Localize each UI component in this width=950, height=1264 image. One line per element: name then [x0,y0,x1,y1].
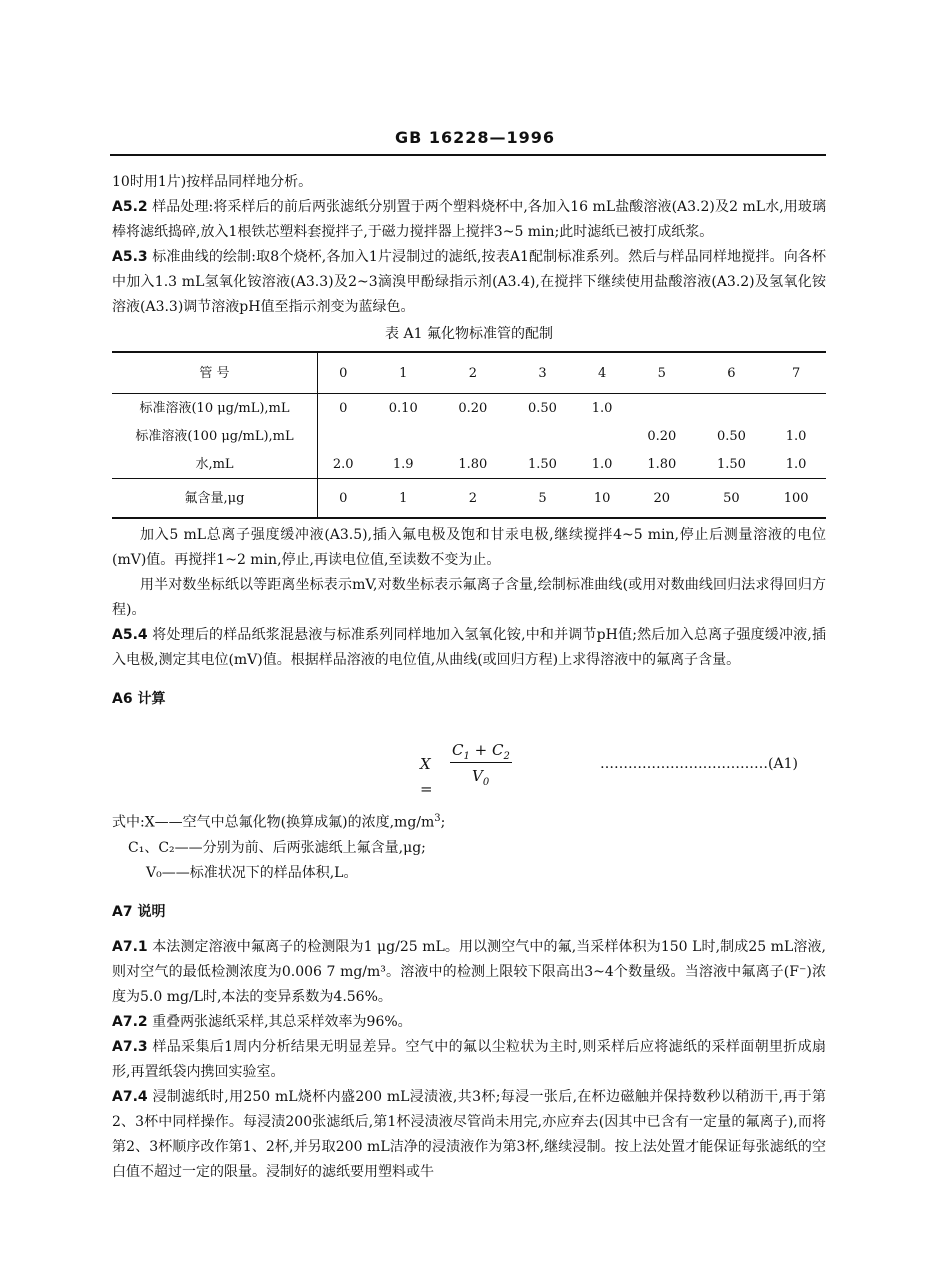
table-row [112,450,826,479]
table-cell: 7 [766,352,826,394]
clause-number: A5.3 [112,249,148,265]
table-cell: 2 [438,352,508,394]
sub-1: 1 [463,751,470,762]
paragraph-curve: 用半对数坐标纸以等距离坐标表示mV,对数坐标表示氟离子含量,绘制标准曲线(或用对数曲线回归法求得回归方程)。 [112,577,826,618]
table-cell: 100 [766,479,826,519]
definition-text: X——空气中总氟化物(换算成氟)的浓度,mg/m [144,814,435,831]
paragraph-buffer: 加入5 mL总离子强度缓冲液(A3.5),插入氟电极及饱和甘汞电极,继续搅拌4~5 min,停止后测量溶液的电位(mV)值。再搅拌1~2 min,停止,再读电位值,至读数不变为止。 [112,527,826,568]
table-cell: 0.20 [458,400,488,416]
clause-text: 将处理后的样品纸浆混悬液与标准系列同样地加入氢氧化铵,中和并调节pH值;然后加入总离子强度缓冲液,插入电极,测定其电位(mV)值。根据样品溶液的电位值,从曲线(或回归方程)上求得溶液中的氟离子含量。 [112,627,826,668]
table-cell: 20 [627,479,697,519]
table-cell: 2.0 [332,456,354,472]
definition-prefix: 式中: [112,814,145,831]
equation-number: ………………………………(A1) [600,756,798,772]
table-cell: 0.50 [716,428,746,444]
var-v: V [472,767,483,785]
table-cell: 1.0 [785,456,807,472]
table-cell: 50 [697,479,767,519]
clause-a7-1 [112,935,826,1010]
standard-tube-table [112,351,826,519]
sub-2: 2 [503,751,510,762]
table-cell: 0.20 [647,428,677,444]
table-cell: 1.9 [392,456,414,472]
plus-sign: + [469,741,492,759]
definition-v: V₀——标准状况下的样品体积,L。 [146,864,358,881]
clause-number: A7.3 [112,1038,148,1055]
sub-0: 0 [482,777,490,788]
table-cell: 6 [697,352,767,394]
clause-a5-2 [112,195,826,245]
clause-number: A7.1 [112,938,148,955]
row-label: 标准溶液(100 μg/mL),mL [112,422,318,450]
definition-c: C₁、C₂——分别为前、后两张滤纸上氟含量,μg; [128,839,426,856]
row-label: 水,mL [112,450,318,479]
table-cell: 1 [368,352,438,394]
table-cell [318,422,369,450]
table-cell [697,394,767,423]
table-caption: 表 A1 氟化物标准管的配制 [385,326,553,342]
table-cell [508,422,578,450]
clause-a7-4 [112,1085,826,1185]
table-row [112,422,826,450]
table-cell: 2 [438,479,508,519]
superscript: 3 [434,813,441,824]
row-label: 氟含量,μg [112,479,318,519]
table-header-label: 管 号 [112,352,318,394]
table-row [112,394,826,423]
table-cell: 5 [508,479,578,519]
clause-text: 本法测定溶液中氟离子的检测限为1 μg/25 mL。用以测空气中的氟,当采样体积为150 L时,制成25 mL溶液,则对空气的最低检测浓度为0.006 7 mg/m³。溶液中的检测上限较下限高出3~4个数量级。当溶液中氟离子(F⁻)浓度为5.0 mg/L时,本法的变异系数为4.56%。 [112,938,826,1005]
row-label: 标准溶液(10 μg/mL),mL [112,394,318,423]
clause-a7-2 [112,1010,826,1035]
var-c1: C [452,741,464,759]
document-body [112,170,826,1185]
table-cell: 1.50 [527,456,557,472]
table-cell: 0 [339,400,348,416]
clause-number: A5.2 [112,199,148,215]
formula-denominator [472,764,489,795]
section-heading-a6: A6 计算 [112,691,166,707]
table-cell [766,394,826,423]
table-cell: 1.50 [716,456,746,472]
table-cell: 1.80 [458,456,488,472]
clause-number: A7.2 [112,1013,148,1030]
table-cell: 1.0 [591,456,613,472]
table-cell: 5 [627,352,697,394]
table-cell: 0 [318,352,369,394]
clause-text: 样品采集后1周内分析结果无明显差异。空气中的氟以尘粒状为主时,则采样后应将滤纸的采样面朝里折成扇形,再置纸袋内携回实验室。 [112,1038,826,1080]
table-cell: 1.80 [647,456,677,472]
header-rule [110,154,826,156]
clause-text: 标准曲线的绘制:取8个烧杯,各加入1片浸制过的滤纸,按表A1配制标准系列。然后与样品同样地搅拌。向各杯中加入1.3 mL氢氧化铵溶液(A3.3)及2~3滴溴甲酚绿指示剂(A3.4),在搅拌下继续使用盐酸溶液(A3.2)及氢氧化铵溶液(A3.3)调节溶液pH值至指示剂变为蓝绿色。 [112,249,827,315]
table-cell [627,394,697,423]
clause-number: A5.4 [112,627,148,643]
fraction-bar [450,762,512,763]
clause-a7-3 [112,1035,826,1085]
table-row [112,479,826,519]
table-cell: 10 [577,479,627,519]
clause-number: A7.4 [112,1088,148,1105]
var-c2: C [491,741,504,759]
table-cell [368,422,438,450]
definition-end: ; [440,814,446,831]
table-cell: 4 [577,352,627,394]
table-cell: 0.10 [388,400,418,416]
formula-lhs: X = [420,755,433,798]
section-heading-a7: A7 说明 [112,903,166,920]
table-cell [438,422,508,450]
clause-text: 重叠两张滤纸采样,其总采样效率为96%。 [152,1013,412,1030]
table-cell: 1 [368,479,438,519]
clause-a5-4 [112,623,826,673]
table-cell: 3 [508,352,578,394]
table-cell: 1.0 [785,428,807,444]
table-cell: 0 [318,479,369,519]
clause-text: 样品处理:将采样后的前后两张滤纸分别置于两个塑料烧杯中,各加入16 mL盐酸溶液(A3.2)及2 mL水,用玻璃棒将滤纸捣碎,放入1根铁芯塑料套搅拌子,于磁力搅拌器上搅拌3~5 min;此时滤纸已被打成纸浆。 [112,199,826,240]
standard-number-header: GB 16228—1996 [394,128,556,147]
clause-a5-3 [112,245,826,320]
clause-text: 浸制滤纸时,用250 mL烧杯内盛200 mL浸渍液,共3杯;每浸一张后,在杯边磁触并保持数秒以稍沥干,再于第2、3杯中同样操作。每浸渍200张滤纸后,第1杯浸渍液尽管尚未用完,亦应弃去(因其中已含有一定量的氟离子),而将第2、3杯顺序改作第1、2杯,并另取200 mL洁净的浸渍液作为第3杯,继续浸制。按上法处置才能保证每张滤纸的空白值不超过一定的限量。浸制好的滤纸要用塑料或牛 [112,1088,826,1180]
paragraph-continuation: 10时用1片)按样品同样地分析。 [112,174,313,190]
definition-x [112,806,826,836]
formula-a1 [112,722,826,802]
table-cell: 0.50 [527,400,557,416]
table-header-row [112,352,826,394]
table-cell: 1.0 [591,400,613,416]
table-cell [577,422,627,450]
